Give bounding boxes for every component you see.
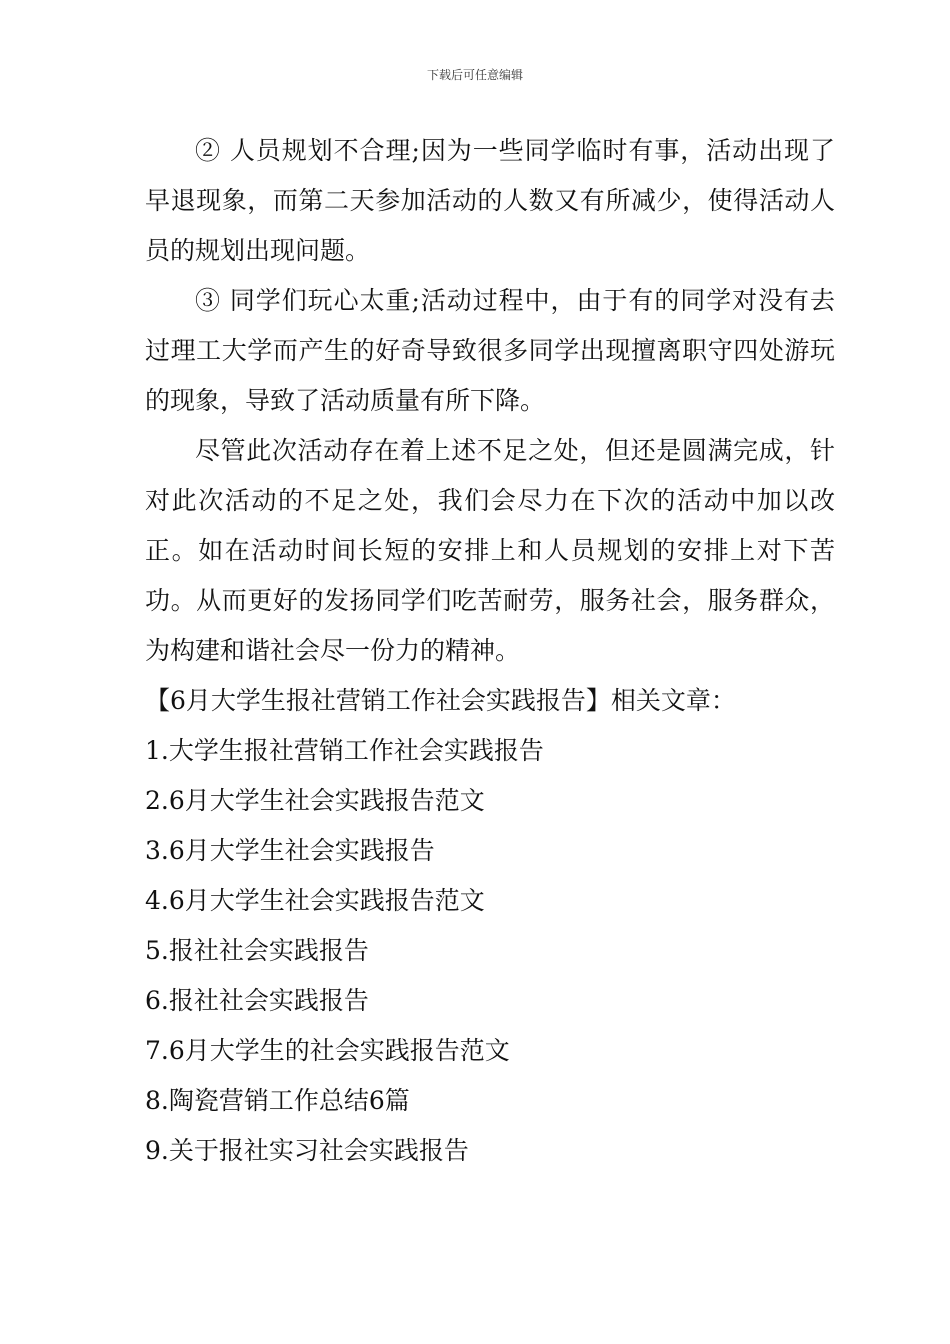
paragraph-staffing: ② 人员规划不合理;因为一些同学临时有事，活动出现了早退现象，而第二天参加活动的人数又有所减少，使得活动人员的规划出现问题。 xyxy=(145,136,835,265)
related-articles-list xyxy=(145,726,835,1176)
related-article-link[interactable]: 3.6月大学生社会实践报告 xyxy=(145,836,435,865)
related-article-link[interactable]: 2.6月大学生社会实践报告范文 xyxy=(145,786,485,815)
document-body xyxy=(145,126,835,1176)
related-article-link[interactable]: 7.6月大学生的社会实践报告范文 xyxy=(145,1036,510,1065)
header-note: 下载后可任意编辑 xyxy=(426,68,523,82)
related-article-link[interactable]: 4.6月大学生社会实践报告范文 xyxy=(145,886,485,915)
related-article-link[interactable]: 5.报社社会实践报告 xyxy=(145,936,369,965)
related-article-link[interactable]: 6.报社社会实践报告 xyxy=(145,986,369,1015)
related-articles-heading: 【6月大学生报社营销工作社会实践报告】相关文章： xyxy=(145,686,736,715)
paragraph-conclusion: 尽管此次活动存在着上述不足之处，但还是圆满完成，针对此次活动的不足之处，我们会尽力在下次的活动中加以改正。如在活动时间长短的安排上和人员规划的安排上对下苦功。从而更好的发扬同学们吃苦耐劳，服务社会，服务群众，为构建和谐社会尽一份力的精神。 xyxy=(145,436,835,665)
related-article-link[interactable]: 1.大学生报社营销工作社会实践报告 xyxy=(145,736,544,765)
related-article-link[interactable]: 8.陶瓷营销工作总结6篇 xyxy=(145,1086,410,1115)
paragraph-playfulness: ③ 同学们玩心太重;活动过程中，由于有的同学对没有去过理工大学而产生的好奇导致很多同学出现擅离职守四处游玩的现象，导致了活动质量有所下降。 xyxy=(145,286,835,415)
related-article-link[interactable]: 9.关于报社实习社会实践报告 xyxy=(145,1136,469,1165)
